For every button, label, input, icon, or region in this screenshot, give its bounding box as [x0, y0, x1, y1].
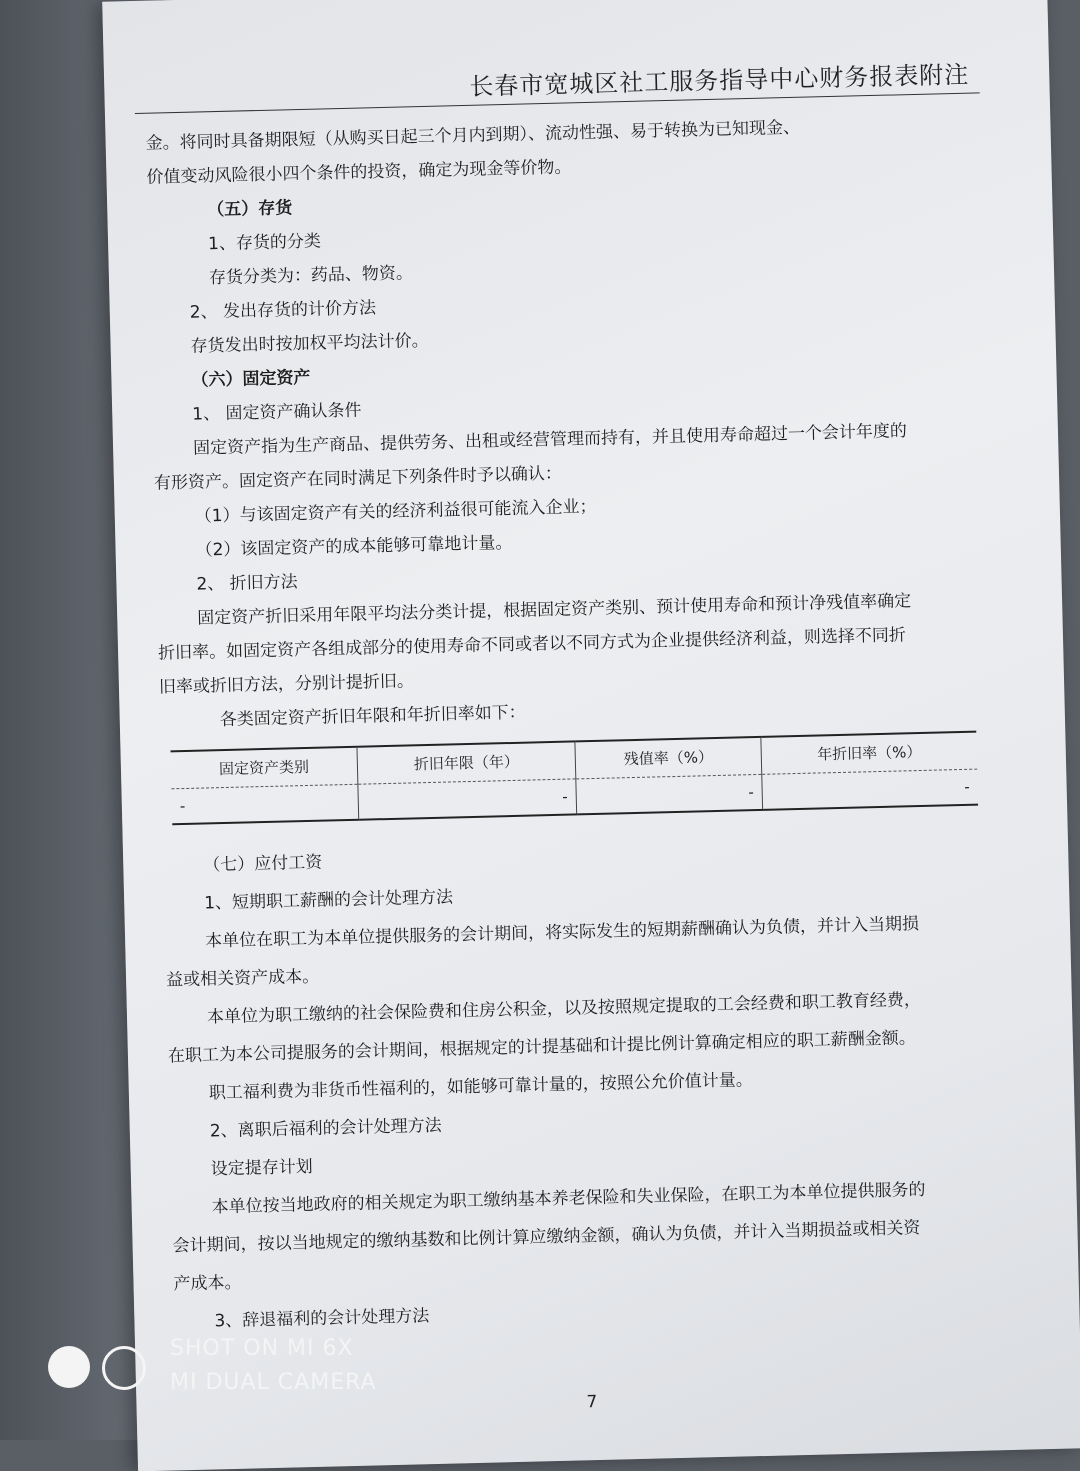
- list-item: （2）该固定资产的成本能够可靠地计量。: [195, 532, 513, 561]
- section-heading-payroll: （七）应付工资: [203, 852, 323, 876]
- subheading-inventory-classification: 1、存货的分类: [207, 231, 322, 255]
- paragraph-text: 本单位按当地政府的相关规定为职工缴纳基本养老保险和失业保险，在职工为本单位提供服务的: [211, 1180, 926, 1218]
- paragraph-text: 旧率或折旧方法，分别计提折旧。: [158, 671, 415, 698]
- camera-logo-icon: [48, 1346, 148, 1392]
- paragraph-text: 有形资产。固定资产在同时满足下列条件时予以确认：: [153, 463, 563, 494]
- table-cell: -: [762, 769, 978, 810]
- subheading-termination-benefits: 3、辞退福利的会计处理方法: [214, 1306, 430, 1332]
- page-number: 7: [586, 1392, 598, 1413]
- table-cell: -: [171, 784, 358, 824]
- paragraph-text: 固定资产指为生产商品、提供劳务、出租或经营管理而持有，并且使用寿命超过一个会计年度的: [192, 421, 908, 459]
- subheading-inventory-valuation: 2、 发出存货的计价方法: [189, 298, 377, 323]
- table-header-cell: 年折旧率（%）: [761, 732, 977, 775]
- table-header-cell: 固定资产类别: [171, 747, 358, 789]
- watermark-line-2: MI DUAL CAMERA: [170, 1370, 377, 1395]
- paragraph-text: 本单位在职工为本单位提供服务的会计期间，将实际发生的短期薪酬确认为负债，并计入当期损: [204, 914, 920, 952]
- subheading-depreciation: 2、 折旧方法: [196, 572, 298, 595]
- table-cell: -: [576, 774, 763, 814]
- section-heading-inventory: （五）存货: [207, 198, 293, 221]
- page-header-title: 长春市宽城区社工服务指导中心财务报表附注: [469, 60, 970, 101]
- paragraph-text: 存货发出时按加权平均法计价。: [190, 330, 429, 357]
- paragraph-text: 本单位为职工缴纳的社会保险费和住房公积金，以及按照规定提取的工会经费和职工教育经费，: [206, 990, 922, 1028]
- paragraph-text: 价值变动风险很小四个条件的投资，确定为现金等价物。: [146, 157, 572, 188]
- document-page: [102, 0, 1080, 1471]
- paragraph-text: 金。将同时具备期限短（从购买日起三个月内到期）、流动性强、易于转换为已知现金、: [145, 117, 801, 154]
- paragraph-text: 存货分类为：药品、物资。: [208, 263, 414, 289]
- paragraph-text: 职工福利费为非货币性福利的，如能够可靠计量的，按照公允价值计量。: [208, 1070, 753, 1104]
- subheading-defined-contribution: 设定提存计划: [210, 1156, 313, 1180]
- paragraph-text: 会计期间，按以当地规定的缴纳基数和比例计算应缴纳金额，确认为负债，并计入当期损益或相关资: [172, 1218, 921, 1257]
- paragraph-text: 折旧率。如固定资产各组成部分的使用寿命不同或者以不同方式为企业提供经济利益，则选择不同折: [157, 625, 907, 664]
- subheading-recognition: 1、 固定资产确认条件: [192, 400, 362, 425]
- table-header-cell: 残值率（%）: [575, 737, 762, 779]
- section-heading-fixed-assets: （六）固定资产: [191, 367, 311, 391]
- subheading-short-term-benefits: 1、短期职工薪酬的会计处理方法: [204, 887, 454, 914]
- paragraph-text: 产成本。: [173, 1272, 242, 1295]
- paragraph-text: 益或相关资产成本。: [165, 966, 320, 991]
- table-cell: -: [358, 779, 577, 820]
- watermark-line-1: SHOT ON MI 6X: [170, 1336, 354, 1361]
- paragraph-text: 在职工为本公司提服务的会计期间，根据规定的计提基础和计提比例计算确定相应的职工薪酬金额。: [167, 1028, 916, 1067]
- table-header-cell: 折旧年限（年）: [357, 741, 576, 784]
- paragraph-text: 固定资产折旧采用年限平均法分类计提，根据固定资产类别、预计使用寿命和预计净残值率确定: [197, 591, 912, 629]
- list-item: （1）与该固定资产有关的经济利益很可能流入企业；: [194, 496, 597, 527]
- subheading-post-employment: 2、离职后福利的会计处理方法: [209, 1115, 442, 1142]
- table-caption: 各类固定资产折旧年限和年折旧率如下：: [219, 702, 526, 731]
- page-body: [145, 107, 999, 1342]
